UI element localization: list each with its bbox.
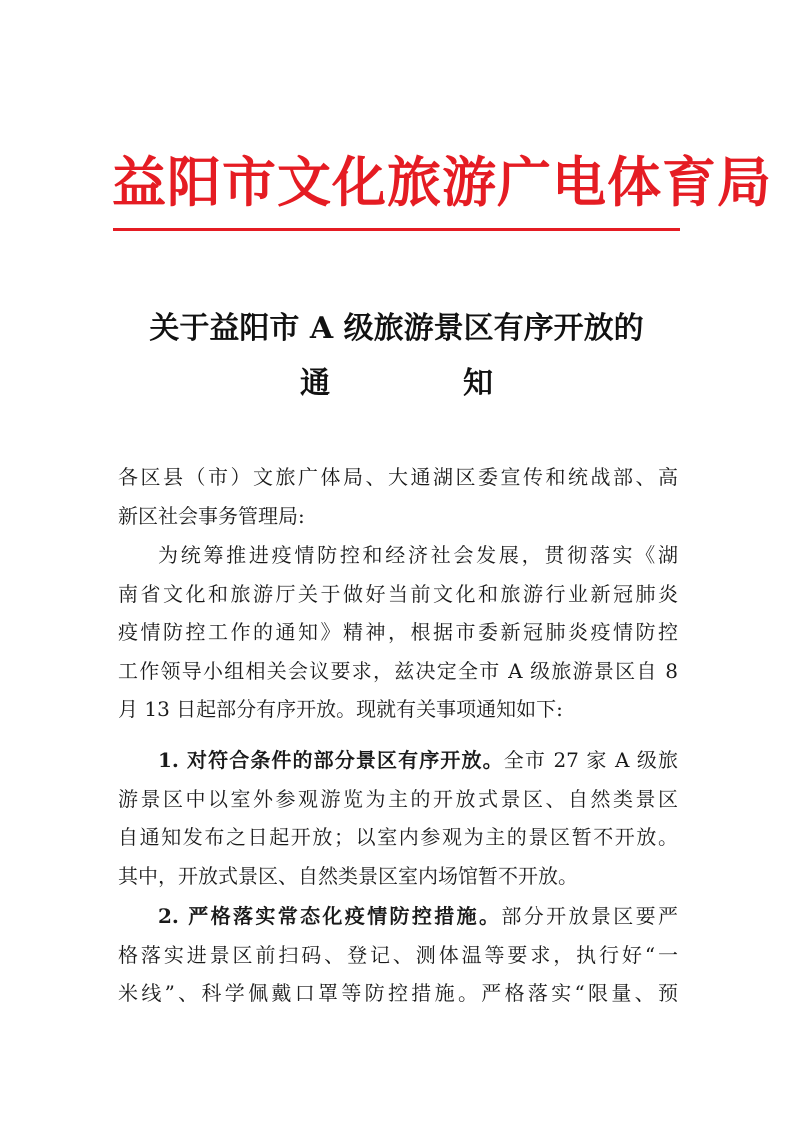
addressee-block [118,458,678,535]
item-1-first-line [118,741,678,780]
item-1-paragraph [118,741,678,895]
item-2-line: 格落实进景区前扫码、登记、测体温等要求，执行好“一 [118,942,678,967]
intro-line: 工作领导小组相关会议要求，兹决定全市 A 级旅游景区自 8 [118,658,678,683]
issuing-organization-title: 益阳市文化旅游广电体育局 [112,150,772,214]
item-2-paragraph [118,897,678,1013]
item-2-heading: 2. 严格落实常态化疫情防控措施。 [158,904,502,928]
intro-line: 疫情防控工作的通知》精神，根据市委新冠肺炎疫情防控 [118,620,678,645]
item-1-line: 其中，开放式景区、自然类景区室内场馆暂不开放。 [118,863,578,888]
item-1-line: 游景区中以室外参观游览为主的开放式景区、自然类景区 [118,786,678,811]
item-2-line: 米线”、科学佩戴口罩等防控措施。严格落实“限量、预 [118,981,678,1006]
notice-title: 关于益阳市 A 级旅游景区有序开放的 [149,311,644,346]
addressee-line: 新区社会事务管理局: [118,503,305,528]
intro-paragraph [118,536,678,729]
item-2-first-line-text: 部分开放景区要严 [501,904,679,928]
item-2-first-line [118,897,678,936]
notice-subtitle [300,360,493,408]
intro-line: 南省文化和旅游厅关于做好当前文化和旅游行业新冠肺炎 [118,581,678,606]
item-1-line: 自通知发布之日起开放；以室内参观为主的景区暂不开放。 [118,825,678,850]
notice-subtitle-char-1: 通 [300,366,330,401]
addressee-line: 各区县（市）文旅广体局、大通湖区委宣传和统战部、高 [118,465,678,489]
item-1-first-line-text: 全市 27 家 A 级旅 [503,748,678,772]
intro-line: 月 13 日起部分有序开放。现就有关事项通知如下: [118,697,563,722]
item-1-heading: 1. 对符合条件的部分景区有序开放。 [158,748,504,772]
red-header-rule [113,228,680,231]
intro-line: 为统筹推进疫情防控和经济社会发展，贯彻落实《湖 [158,543,678,567]
notice-subtitle-char-2: 知 [463,366,493,401]
